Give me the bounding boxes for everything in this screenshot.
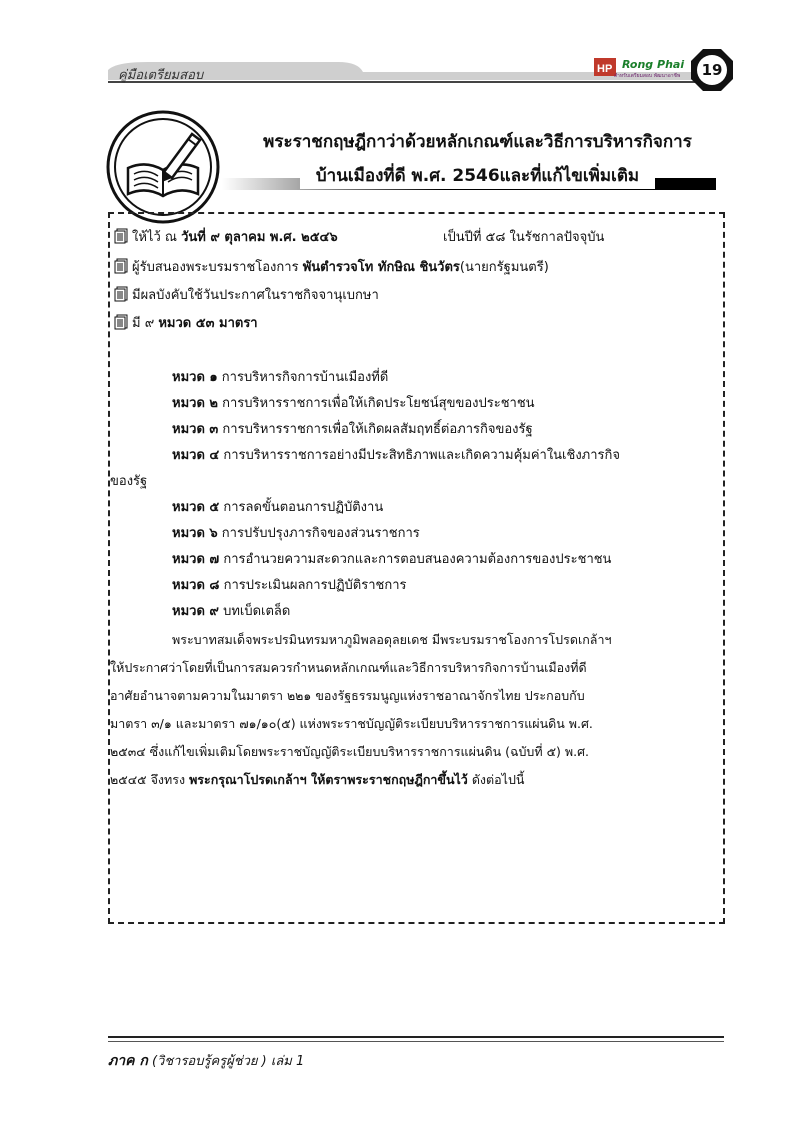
chapter-text: บทเบ็ดเตล็ด xyxy=(218,604,291,619)
svg-text:HP: HP xyxy=(597,63,613,75)
preamble-suffix: ดังต่อไปนี้ xyxy=(467,772,525,787)
bullet-bold: หมวด ๕๓ มาตรา xyxy=(158,316,258,331)
chapter-label: หมวด ๗ xyxy=(172,552,220,567)
bullet-text: มีผลบังคับใช้วันประกาศในราชกิจจานุเบกษา xyxy=(132,288,379,303)
chapter-item xyxy=(172,574,407,595)
chapter-text: การบริหารราชการเพื่อให้เกิดผลสัมฤทธิ์ต่อภารกิจของรัฐ xyxy=(218,422,533,437)
chapter-text: ของรัฐ xyxy=(110,474,148,489)
footer-rule xyxy=(108,1041,724,1042)
chapter-label: หมวด ๔ xyxy=(172,448,220,463)
chapter-item xyxy=(172,392,535,413)
chapter-label: หมวด ๘ xyxy=(172,578,220,593)
chapter-item xyxy=(172,496,383,517)
chapter-item xyxy=(172,444,620,465)
bullet-text: มี ๙ xyxy=(132,316,159,331)
chapter-text: การบริหารกิจการบ้านเมืองที่ดี xyxy=(217,370,389,385)
bullet-item xyxy=(114,256,549,277)
bullet-item xyxy=(114,312,258,333)
footer xyxy=(108,1050,304,1072)
bullet-suffix: (นายกรัฐมนตรี) xyxy=(459,260,549,275)
bullet-bold: วันที่ ๙ ตุลาคม พ.ศ. ๒๕๔๖ xyxy=(181,230,338,245)
chapter-item xyxy=(172,366,388,387)
bullet-bold: พันตำรวจโท ทักษิณ ชินวัตร xyxy=(302,260,460,275)
chapter-label: หมวด ๓ xyxy=(172,422,219,437)
preamble-prefix: ๒๕๔๕ จึงทรง xyxy=(110,772,190,787)
document-icon xyxy=(114,228,128,244)
preamble-line: อาศัยอำนาจตามความในมาตรา ๒๒๑ ของรัฐธรรมนูญแห่งราชอาณาจักรไทย ประกอบกับ xyxy=(110,688,585,703)
book-pencil-icon xyxy=(106,110,220,224)
document-icon xyxy=(114,314,128,330)
document-title-line2: บ้านเมืองที่ดี พ.ศ. 2546และที่แก้ไขเพิ่มเติม xyxy=(300,162,655,189)
bullet-text: ให้ไว้ ณ xyxy=(132,230,182,245)
chapter-text: การลดขั้นตอนการปฏิบัติงาน xyxy=(219,500,384,515)
chapter-item xyxy=(172,600,290,621)
chapter-text: การบริหารราชการอย่างมีประสิทธิภาพและเกิดความคุ้มค่าในเชิงภารกิจ xyxy=(219,448,621,463)
chapter-label: หมวด ๑ xyxy=(172,370,218,385)
preamble-line xyxy=(110,770,524,790)
logo-subtitle: สำหรับเตรียมสอบ พัฒนาอาชีพ xyxy=(614,73,681,79)
bullet-item xyxy=(114,284,379,305)
chapter-text: การประเมินผลการปฏิบัติราชการ xyxy=(219,578,407,593)
preamble-line: มาตรา ๓/๑ และมาตรา ๗๑/๑๐(๕) แห่งพระราชบัญญัติระเบียบบริหารราชการแผ่นดิน พ.ศ. xyxy=(110,716,593,731)
chapter-label: หมวด ๕ xyxy=(172,500,220,515)
chapter-label: หมวด ๒ xyxy=(172,396,218,411)
chapter-item xyxy=(172,522,420,543)
chapter-label: หมวด ๙ xyxy=(172,604,219,619)
bullet-text: ผู้รับสนองพระบรมราชโองการ xyxy=(132,260,303,275)
chapter-item xyxy=(172,418,533,439)
document-title-line1: พระราชกฤษฎีกาว่าด้วยหลักเกณฑ์และวิธีการบริหารกิจการ xyxy=(263,132,692,152)
page-number: 19 xyxy=(701,61,723,79)
chapter-text: การบริหารราชการเพื่อให้เกิดประโยชน์สุขของประชาชน xyxy=(217,396,535,411)
bullet-item xyxy=(114,226,338,247)
chapter-text: การอำนวยความสะดวกและการตอบสนองความต้องการของประชาชน xyxy=(219,552,612,567)
preamble-line: พระบาทสมเด็จพระปรมินทรมหาภูมิพลอดุลยเดช มีพระบรมราชโองการโปรดเกล้าฯ xyxy=(172,632,612,647)
chapter-label: หมวด ๖ xyxy=(172,526,218,541)
chapter-item-continuation xyxy=(110,470,147,491)
document-icon xyxy=(114,258,128,274)
footer-part: ภาค ก xyxy=(108,1053,148,1069)
preamble-line: ๒๕๓๔ ซึ่งแก้ไขเพิ่มเติมโดยพระราชบัญญัติระเบียบบริหารราชการแผ่นดิน (ฉบับที่ ๕) พ.ศ. xyxy=(110,744,589,759)
footer-text: (วิชารอบรู้ครูผู้ช่วย ) เล่ม 1 xyxy=(147,1054,305,1069)
preamble-line: ให้ประกาศว่าโดยที่เป็นการสมควรกำหนดหลักเกณฑ์และวิธีการบริหารกิจการบ้านเมืองที่ดี xyxy=(110,660,587,675)
footer-rule xyxy=(108,1036,724,1038)
document-icon xyxy=(114,286,128,302)
header-title: คู่มือเตรียมสอบ xyxy=(118,68,204,83)
logo-text: Rong Phai xyxy=(622,58,685,71)
chapter-text: การปรับปรุงภารกิจของส่วนราชการ xyxy=(217,526,420,541)
reign-year: เป็นปีที่ ๕๘ ในรัชกาลปัจจุบัน xyxy=(443,230,605,245)
preamble-bold: พระกรุณาโปรดเกล้าฯ ให้ตราพระราชกฤษฎีกาขึ้นไว้ xyxy=(189,772,468,787)
chapter-item xyxy=(172,548,611,569)
